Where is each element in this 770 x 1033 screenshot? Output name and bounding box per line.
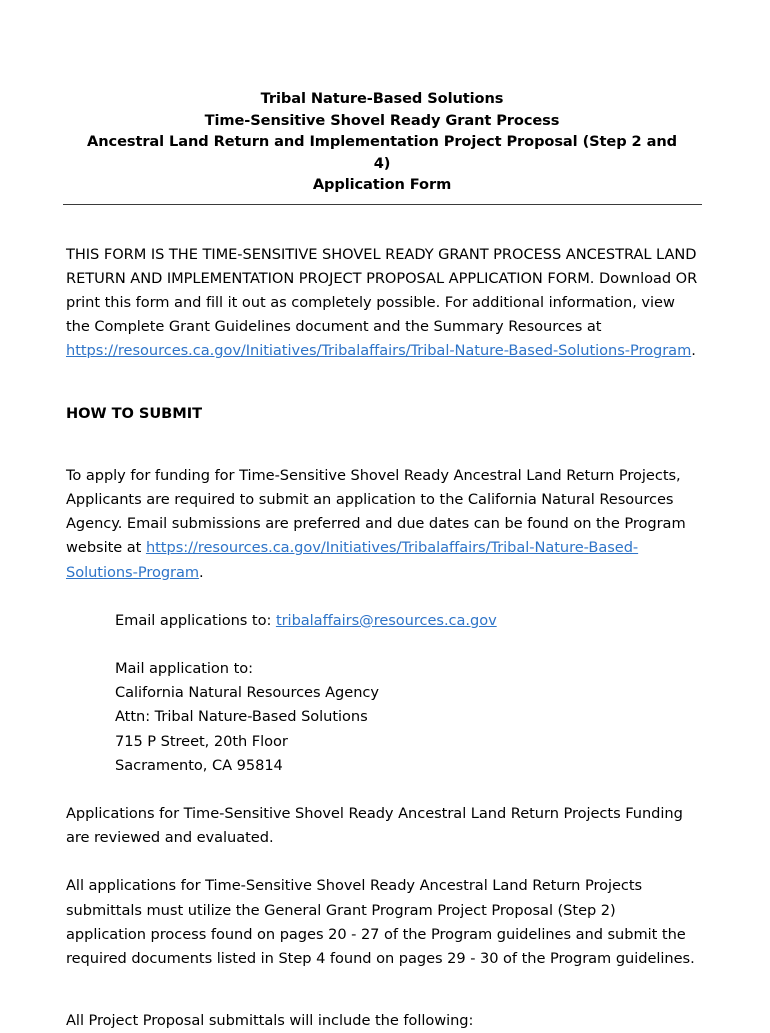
email-address-link[interactable]: tribalaffairs@resources.ca.gov <box>275 611 497 629</box>
spacer <box>66 364 698 402</box>
mail-address-line: 715 P Street, 20th Floor <box>115 732 288 750</box>
email-application-line <box>115 609 698 633</box>
spacer <box>66 205 698 243</box>
apply-paragraph <box>66 464 698 585</box>
apply-text-after-link: . <box>199 563 204 581</box>
document-content <box>66 88 698 1033</box>
spacer <box>66 971 698 1009</box>
program-website-link[interactable]: https://resources.ca.gov/Initiatives/Tribalaffairs/Tribal-Nature-Based-Solutions-Program <box>66 342 692 360</box>
apply-text-before-link: To apply for funding for Time-Sensitive Shovel Ready Ancestral Land Return Projects, Applicants are required to submit an application to the California Natural Resources Agency. Email submissions are preferred and due dates can be found on the Program website at <box>66 466 686 557</box>
spacer <box>115 633 698 657</box>
email-application-label: Email applications to: <box>115 611 276 629</box>
title-line-4: 4) <box>373 154 391 172</box>
submittal-paragraph: All applications for Time-Sensitive Shovel Ready Ancestral Land Return Projects submittals must utilize the General Grant Program Project Proposal (Step 2) application process found on pages 20 - 27 of the Program guidelines and submit the required documents listed in Step 4 found on pages 29 - 30 of the Program guidelines. <box>66 877 695 967</box>
closing-paragraph: All Project Proposal submittals will include the following: <box>66 1012 474 1030</box>
spacer <box>66 426 698 464</box>
title-line-1: Tribal Nature-Based Solutions <box>260 90 504 107</box>
spacer <box>66 850 698 874</box>
intro-text-after-link: . <box>691 342 696 360</box>
title-line-5: Application Form <box>312 176 452 193</box>
program-website-link-secondary[interactable]: https://resources.ca.gov/Initiatives/Tribalaffairs/Tribal-Nature-Based-Solutions-Program <box>66 539 639 581</box>
review-paragraph: Applications for Time-Sensitive Shovel Ready Ancestral Land Return Projects Funding are reviewed and evaluated. <box>66 804 683 847</box>
spacer <box>66 585 698 609</box>
document-title-block <box>66 88 698 196</box>
submission-details-block <box>115 609 698 778</box>
intro-text-before-link: THIS FORM IS THE TIME-SENSITIVE SHOVEL READY GRANT PROCESS ANCESTRAL LAND RETURN AND IMPLEMENTATION PROJECT PROPOSAL APPLICATION FORM. Download OR print this form and fill it out as completely possible. For additional information, view the Complete Grant Guidelines document and the Summary Resources at <box>66 245 698 336</box>
how-to-submit-heading: HOW TO SUBMIT <box>66 404 202 422</box>
mail-address-line: California Natural Resources Agency <box>115 684 379 702</box>
mail-address-line: Attn: Tribal Nature-Based Solutions <box>115 708 368 726</box>
mail-application-label: Mail application to: <box>115 659 253 677</box>
title-line-3: Ancestral Land Return and Implementation Project Proposal (Step 2 and <box>87 133 677 150</box>
intro-paragraph <box>66 243 698 364</box>
mail-address-line: Sacramento, CA 95814 <box>115 756 283 774</box>
spacer <box>66 778 698 802</box>
title-line-2: Time-Sensitive Shovel Ready Grant Process <box>204 111 560 129</box>
